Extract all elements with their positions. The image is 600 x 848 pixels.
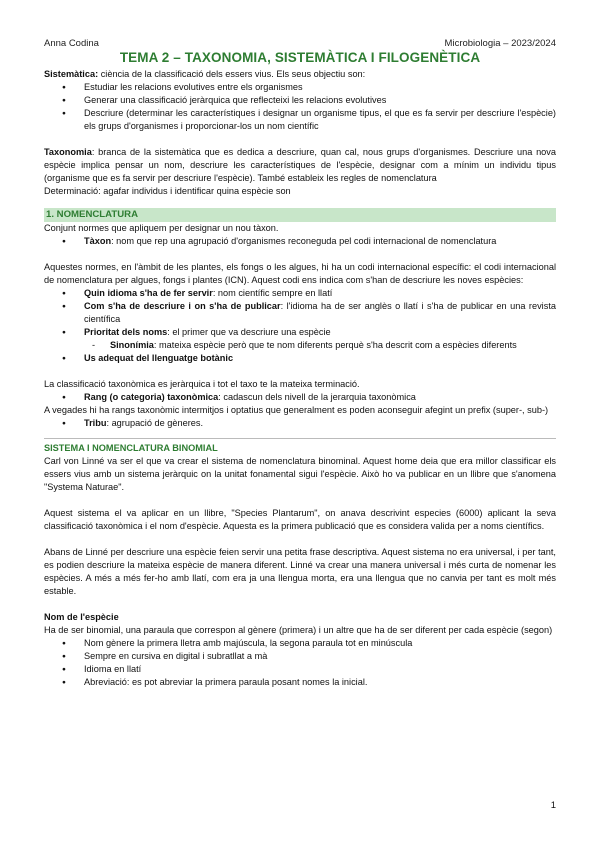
- list-item: [44, 339, 556, 352]
- page-header: [44, 38, 556, 49]
- rule-term: Prioritat dels noms: [84, 327, 168, 337]
- list-item: ● Nom gènere la primera lletra amb majúscula, la segona paraula tot en minúscula: [44, 637, 556, 650]
- taxonomia-term: Taxonomia: [44, 147, 92, 157]
- list-item: [44, 235, 556, 248]
- taxon-list: [44, 235, 556, 248]
- nom-especie-text: Ha de ser binomial, una paraula que correspon al gènere (primera) i un altre que ha de ser diferent per cada espècie (segon): [44, 625, 553, 635]
- lenguatge-list: [44, 352, 556, 365]
- determinacio-definition: Determinació: agafar individus i identificar quina espècie son: [44, 186, 291, 196]
- sistematica-term: Sistemàtica:: [44, 69, 99, 79]
- rule-term: Quin idioma s'ha de fer servir: [84, 288, 213, 298]
- tribu-list: [44, 417, 556, 430]
- lenguatge-term: Us adequat del llenguatge botànic: [84, 353, 234, 363]
- list-item: [44, 352, 556, 365]
- rang-term: Rang (o categoria) taxonòmica: [84, 392, 219, 402]
- page-title: TEMA 2 – TAXONOMIA, SISTEMÀTICA I FILOGENÈTICA: [119, 50, 481, 65]
- list-item: ● Idioma en llatí: [44, 663, 556, 676]
- list-item: [44, 326, 556, 339]
- nom-especie-heading: Nom de l'espècie: [44, 612, 119, 622]
- taxon-text: : nom que rep una agrupació d'organismes reconeguda pel codi internacional de nomenclatura: [111, 236, 497, 246]
- list-item: ● Descriure (determinar les característiques i designar un organisme tipus, el que es fa servir per descriure l'espècie) els grups d'organismes i proporcionar-los un nom científic: [44, 107, 556, 133]
- list-item: [44, 417, 556, 430]
- section-heading-binomial: SISTEMA I NOMENCLATURA BINOMIAL: [44, 443, 218, 453]
- taxonomia-text: : branca de la sistemàtica que es dedica a descriure, quan cal, nous grups d'organismes. Descriure una nova espècie implica pensar un nom, descriure les característiques de l'espècie, designar com a mínim un individu tipus (organisme que es fa servir per descriure l'espècie). També estableix les regles de nomenclatura: [44, 147, 556, 183]
- list-item: [44, 300, 556, 326]
- header-author: Anna Codina: [44, 38, 99, 49]
- species-plantarum-paragraph: Aquest sistema el va aplicar en un llibre, "Species Plantarum", on anava descrivint especies (6000) aplicant la seva classificació taxonòmica i el nom d'espècie. Aquesta es la primera publicació que es considera valida per a noms científics.: [44, 508, 556, 531]
- list-item: ● Estudiar les relacions evolutives entre els organismes: [44, 81, 556, 94]
- list-item: ● Generar una classificació jeràrquica que reflecteixi les relacions evolutives: [44, 94, 556, 107]
- sistematica-objectives: [44, 81, 556, 133]
- rang-list: [44, 391, 556, 404]
- sinonimia-list: [44, 339, 556, 352]
- taxon-term: Tàxon: [84, 236, 112, 246]
- sinonimia-term: Sinonímia: [110, 340, 154, 350]
- list-item: [44, 391, 556, 404]
- list-item: [44, 287, 556, 300]
- abans-linne-paragraph: Abans de Linné per descriure una espècie feien servir una petita frase descriptiva. Aquest sistema no era universal, i per tant, es podien descriure la mateixa espècie de manera diferent. Linné va crear una manera universal i més curta de nomenar les espècies. A més a més fer-ho amb llatí, com era ja una llengua morta, era una llengua que no canvia per tant es molt més estable.: [44, 547, 556, 596]
- code-rules-list: [44, 287, 556, 339]
- sinonimia-text: : mateixa espècie però que te nom diferents perquè s'ha descrit com a espècies diferents: [153, 340, 517, 350]
- linne-paragraph: Carl von Linné va ser el que va crear el sistema de nomenclatura binominal. Aquest home deia que era millor classificar els essers vius amb un sistema jeràrquic on la unitat fonamental sigui l'espècie. Això ho va publicar en un llibre que s'anomena "Systema Naturae".: [44, 456, 556, 492]
- rule-text: : nom científic sempre en llatí: [212, 288, 333, 298]
- normes-paragraph: Aquestes normes, en l'àmbit de les plantes, els fongs o les algues, hi ha un codi internacional específic: el codi internacional de nomenclatura per algues, fongs i plantes (ICN). Aquest codi ens indica com s'han de descriure les noves espècies:: [44, 262, 556, 285]
- sistematica-definition: [44, 68, 556, 81]
- tribu-text: : agrupació de gèneres.: [106, 418, 204, 428]
- tribu-term: Tribu: [84, 418, 107, 428]
- header-course: Microbiologia – 2023/2024: [444, 38, 556, 49]
- nomenclatura-lead: Conjunt normes que apliquem per designar un nou tàxon.: [44, 223, 279, 233]
- section-divider: [44, 438, 556, 439]
- list-item: ● Abreviació: es pot abreviar la primera paraula posant nomes la inicial.: [44, 676, 556, 689]
- rangs-intermitjos-text: A vegades hi ha rangs taxonòmic intermitjos i optatius que generalment es poden aconseguir afegint un prefix (super-, sub-): [44, 405, 549, 415]
- sistematica-text: ciència de la classificació dels essers vius. Els seus objectiu son:: [98, 69, 366, 79]
- rule-text: : l'idioma ha de ser anglès o llatí i s'ha de publicar en una revista científica: [84, 301, 556, 324]
- section-heading-nomenclatura: 1. NOMENCLATURA: [44, 208, 556, 222]
- list-item: ● Sempre en cursiva en digital i subratllat a mà: [44, 650, 556, 663]
- taxonomia-definition: [44, 146, 556, 185]
- page-number: 1: [550, 800, 556, 811]
- classificacio-text: La classificació taxonòmica es jeràrquica i tot el taxo te la mateixa terminació.: [44, 379, 360, 389]
- nom-especie-list: [44, 637, 556, 689]
- rang-text: : cadascun dels nivell de la jerarquia taxonòmica: [218, 392, 416, 402]
- rule-term: Com s'ha de descriure i on s'ha de publicar: [84, 301, 281, 311]
- rule-text: : el primer que va descriure una espècie: [167, 327, 331, 337]
